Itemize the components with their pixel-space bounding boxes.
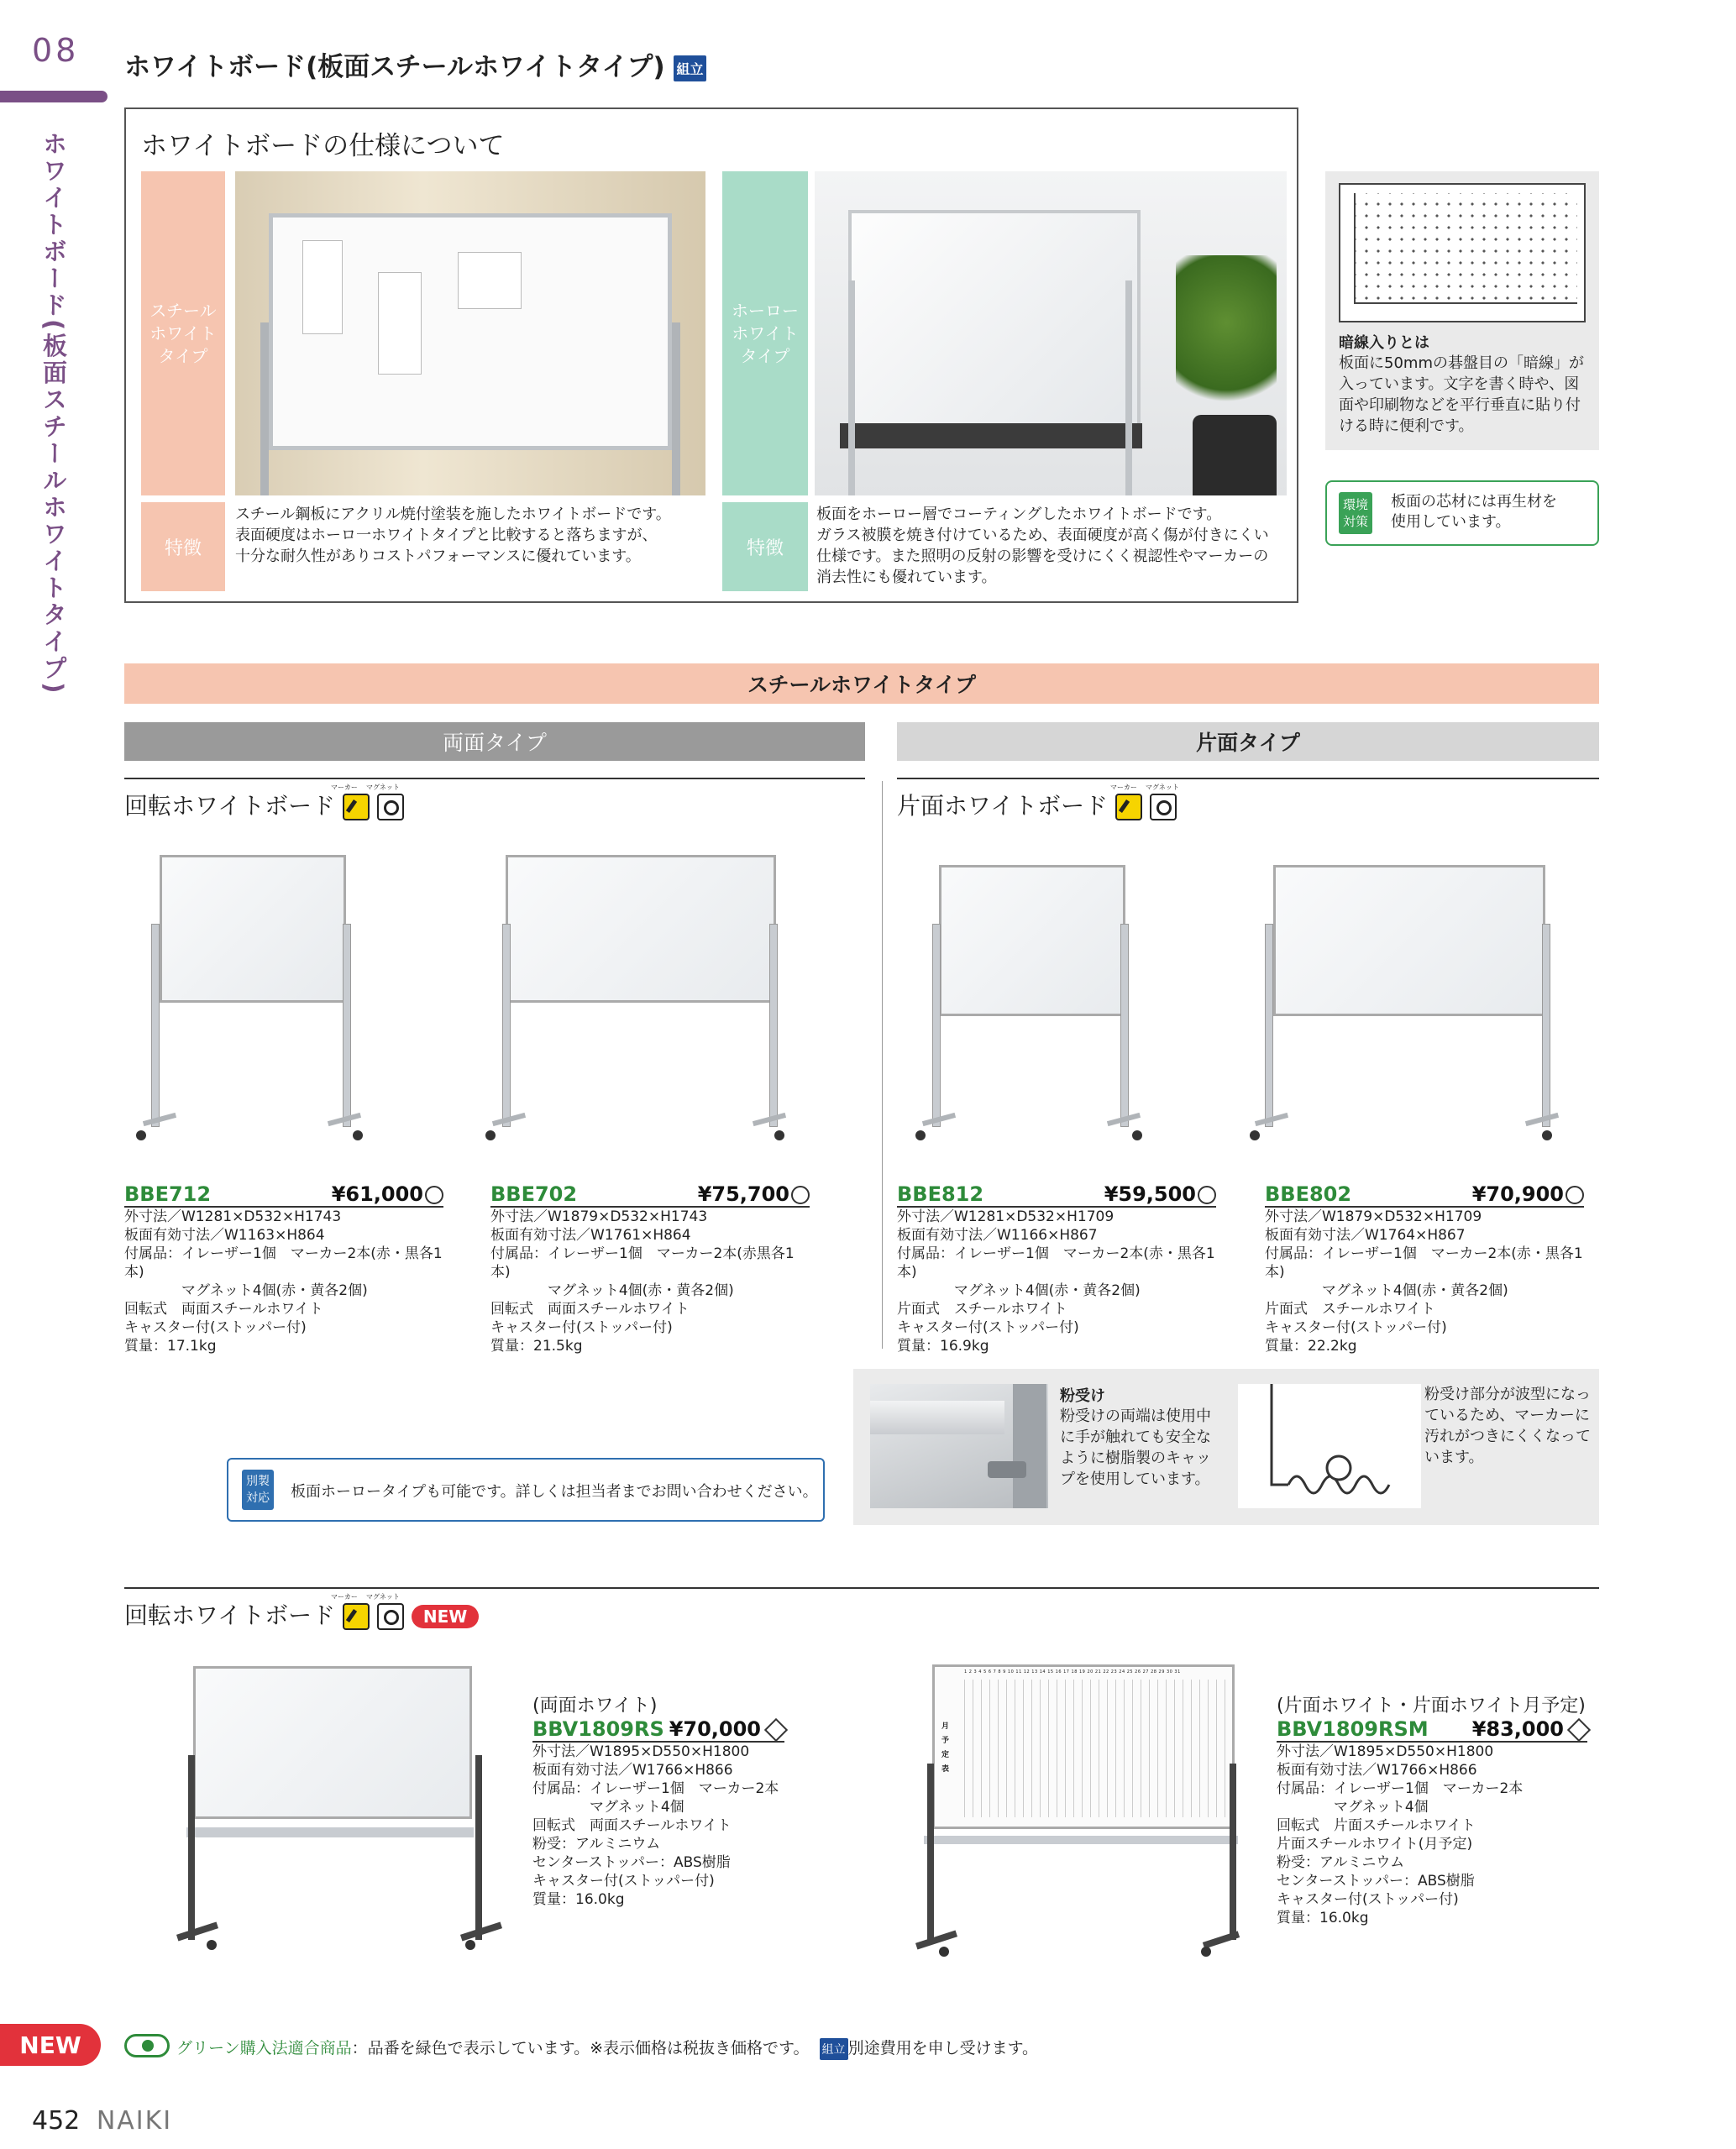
tray-text-2: 粉受け部分が波型になっているため、マーカーに汚れがつきにくくなっています。 bbox=[1424, 1386, 1591, 1466]
section-number: 08 bbox=[32, 32, 80, 69]
vertical-divider bbox=[882, 781, 883, 1349]
marker-caption-new: マーカー bbox=[331, 1593, 358, 1601]
product-bbe712 bbox=[124, 1182, 443, 1355]
marker-caption-left: マーカー bbox=[331, 784, 358, 791]
page-title-text: ホワイトボード(板面スチールホワイトタイプ) bbox=[124, 52, 665, 82]
page-number-value: 452 bbox=[32, 2106, 81, 2136]
product-subtitle: (片面ホワイト・片面ホワイト月予定) bbox=[1277, 1696, 1586, 1717]
page-title bbox=[124, 45, 706, 83]
stock-circle-icon bbox=[1198, 1186, 1216, 1204]
eco-badge: 環境 対策 bbox=[1339, 492, 1372, 534]
magnet-caption-right: マグネット bbox=[1146, 784, 1179, 791]
eco-text: 板面の芯材には再生材を 使用しています。 bbox=[1391, 493, 1557, 531]
product-image-bbe712 bbox=[126, 848, 370, 1142]
product-code: BBE702 bbox=[490, 1182, 578, 1206]
product-code: BBV1809RSM bbox=[1277, 1717, 1429, 1741]
dark-line-diagram bbox=[1339, 183, 1586, 322]
product-image-bbe812 bbox=[905, 857, 1149, 1142]
product-image-bbv1809rsm bbox=[890, 1654, 1243, 1965]
divider-right bbox=[897, 778, 1599, 779]
product-code: BBE802 bbox=[1265, 1182, 1352, 1206]
marker-caption-right: マーカー bbox=[1110, 784, 1137, 791]
product-bbv1809rs bbox=[532, 1691, 784, 1909]
product-bbe802 bbox=[1265, 1182, 1584, 1355]
magnet-icon bbox=[377, 1603, 404, 1630]
product-bbe812 bbox=[897, 1182, 1216, 1355]
dark-line-title: 暗線入りとは bbox=[1339, 334, 1429, 352]
single-board-title-text: 片面ホワイトボード bbox=[897, 792, 1109, 820]
marker-icon bbox=[1115, 794, 1142, 820]
product-code: BBV1809RS bbox=[532, 1717, 664, 1741]
product-price: ¥61,000 bbox=[331, 1182, 423, 1206]
double-type-banner: 両面タイプ bbox=[124, 722, 865, 761]
stock-diamond-icon bbox=[1567, 1718, 1591, 1742]
steel-feature-label: 特徴 bbox=[141, 502, 225, 591]
green-purchase-text: ：品番を緑色で表示しています。※表示価格は税抜き価格です。 bbox=[351, 2039, 810, 2057]
product-price: ¥70,000 bbox=[669, 1717, 761, 1741]
divider-left bbox=[124, 778, 865, 779]
marker-icon bbox=[343, 794, 370, 820]
product-price: ¥70,900 bbox=[1471, 1182, 1564, 1206]
custom-order-text: 板面ホーロータイプも可能です。詳しくは担当者までお問い合わせください。 bbox=[291, 1483, 818, 1501]
product-image-bbe702 bbox=[475, 848, 786, 1142]
enamel-feature-text: 板面をホーロー層でコーティングしたホワイトボードです。 ガラス被膜を焼き付けているため、表面硬度が高く傷が付きにくい 仕様です。また照明の反射の影響を受けにくく視認性やマーカーの 消去性にも優れています。 bbox=[816, 506, 1269, 586]
footer-note bbox=[176, 2036, 1038, 2060]
product-code: BBE812 bbox=[897, 1182, 984, 1206]
product-bbe702 bbox=[490, 1182, 810, 1355]
new-badge: NEW bbox=[412, 1605, 479, 1628]
magnet-icon bbox=[377, 794, 404, 820]
custom-order-badge: 別製 対応 bbox=[242, 1470, 274, 1510]
assembly-badge: 組立 bbox=[820, 2038, 848, 2060]
single-board-title bbox=[897, 788, 1177, 821]
dark-line-text: 板面に50mmの碁盤目の「暗線」が入っています。文字を書く時や、図面や印刷物などを平行垂直に貼り付ける時に便利です。 bbox=[1339, 354, 1584, 435]
brand-name: NAIKI bbox=[96, 2106, 173, 2136]
green-purchase-icon bbox=[124, 2034, 170, 2057]
product-spec: 外寸法／W1895×D550×H1800 板面有効寸法／W1766×H866 付属品：イレーザー1個 マーカー2本 マグネット4個 回転式 両面スチールホワイト 粉受：アルミニウム センターストッパー：ABS樹脂 キャスター付(ストッパー付) 質量：16.0kg bbox=[532, 1743, 779, 1908]
product-image-bbe802 bbox=[1243, 857, 1554, 1142]
product-spec: 外寸法／W1879×D532×H1743 板面有効寸法／W1761×H864 付属品：イレーザー1個 マーカー2本(赤黒各1本) マグネット4個(赤・黄各2個) 回転式 両面スチールホワイト キャスター付(ストッパー付) 質量：21.5kg bbox=[490, 1208, 795, 1355]
steel-feature-text: スチール鋼板にアクリル焼付塗装を施したホワイトボードです。 表面硬度はホーロ一ホワイトタイプと比較すると落ちますが、 十分な耐久性がありコストパフォーマンスに優れています。 bbox=[235, 506, 671, 565]
stock-diamond-icon bbox=[764, 1718, 788, 1742]
product-image-bbv1809rs bbox=[176, 1663, 496, 1965]
tray-title: 粉受け bbox=[1060, 1387, 1105, 1405]
product-spec: 外寸法／W1895×D550×H1800 板面有効寸法／W1766×H866 付属品：イレーザー1個 マーカー2本 マグネット4個 回転式 片面スチールホワイト 片面スチールホワイト(月予定) 粉受：アルミニウム センターストッパー：ABS樹脂 キャスター付(ストッパー付) 質量：16.0kg bbox=[1277, 1743, 1524, 1926]
steel-white-banner: スチールホワイトタイプ bbox=[124, 663, 1599, 704]
product-subtitle: (両面ホワイト) bbox=[532, 1696, 658, 1717]
marker-icon bbox=[343, 1603, 370, 1630]
product-price: ¥59,500 bbox=[1104, 1182, 1196, 1206]
magnet-caption-new: マグネット bbox=[366, 1593, 400, 1601]
new-rotating-title bbox=[124, 1597, 479, 1631]
product-code: BBE712 bbox=[124, 1182, 212, 1206]
assembly-text: 別途費用を申し受けます。 bbox=[847, 2039, 1039, 2057]
stock-circle-icon bbox=[791, 1186, 810, 1204]
magnet-caption-left: マグネット bbox=[366, 784, 400, 791]
product-price: ¥83,000 bbox=[1471, 1717, 1564, 1741]
product-spec: 外寸法／W1281×D532×H1743 板面有効寸法／W1163×H864 付属品：イレーザー1個 マーカー2本(赤・黒各1本) マグネット4個(赤・黄各2個) 回転式 両面スチールホワイト キャスター付(ストッパー付) 質量：17.1kg bbox=[124, 1208, 443, 1355]
assembly-badge: 組立 bbox=[674, 55, 705, 81]
section-underline bbox=[0, 91, 108, 102]
page-number bbox=[32, 2106, 172, 2136]
steel-type-label: スチール ホワイト タイプ bbox=[141, 171, 225, 495]
enamel-type-label: ホーロー ホワイト タイプ bbox=[722, 171, 808, 495]
double-board-title-text: 回転ホワイトボード bbox=[124, 792, 336, 820]
tray-diagram bbox=[1238, 1384, 1421, 1508]
steel-photo bbox=[235, 171, 705, 495]
single-type-banner: 片面タイプ bbox=[897, 722, 1599, 761]
product-spec: 外寸法／W1281×D532×H1709 板面有効寸法／W1166×H867 付属品：イレーザー1個 マーカー2本(赤・黒各1本) マグネット4個(赤・黄各2個) 片面式 スチールホワイト キャスター付(ストッパー付) 質量：16.9kg bbox=[897, 1208, 1215, 1355]
enamel-photo bbox=[815, 171, 1287, 495]
stock-circle-icon bbox=[425, 1186, 443, 1204]
enamel-feature-label: 特徴 bbox=[722, 502, 808, 591]
tray-text-1: 粉受けの両端は使用中に手が触れても安全なように樹脂製のキャップを使用しています。 bbox=[1060, 1407, 1211, 1488]
divider-new-section bbox=[124, 1587, 1599, 1589]
double-board-title bbox=[124, 788, 404, 821]
product-bbv1809rsm bbox=[1277, 1691, 1596, 1927]
calendar-side-label: 月予定表 bbox=[940, 1722, 948, 1779]
side-label: ホワイトボード(板面スチールホワイトタイプ) bbox=[39, 131, 68, 696]
green-purchase-label: グリーン購入法適合商品 bbox=[176, 2039, 352, 2057]
stock-circle-icon bbox=[1566, 1186, 1584, 1204]
spec-box-title: ホワイトボードの仕様について bbox=[141, 131, 505, 161]
footer-new-tag: NEW bbox=[0, 2024, 101, 2066]
calendar-header: 1 2 3 4 5 6 7 8 9 10 11 12 13 14 15 16 17 18 19 20 21 22 23 24 25 26 27 28 29 30 31 bbox=[964, 1669, 1181, 1675]
magnet-icon bbox=[1150, 794, 1177, 820]
new-rotating-title-text: 回転ホワイトボード bbox=[124, 1601, 336, 1629]
product-spec: 外寸法／W1879×D532×H1709 板面有効寸法／W1764×H867 付属品：イレーザー1個 マーカー2本(赤・黒各1本) マグネット4個(赤・黄各2個) 片面式 スチールホワイト キャスター付(ストッパー付) 質量：22.2kg bbox=[1265, 1208, 1583, 1355]
tray-photo bbox=[870, 1384, 1048, 1508]
tray-wave-diagram bbox=[1238, 1384, 1421, 1508]
product-price: ¥75,700 bbox=[697, 1182, 789, 1206]
